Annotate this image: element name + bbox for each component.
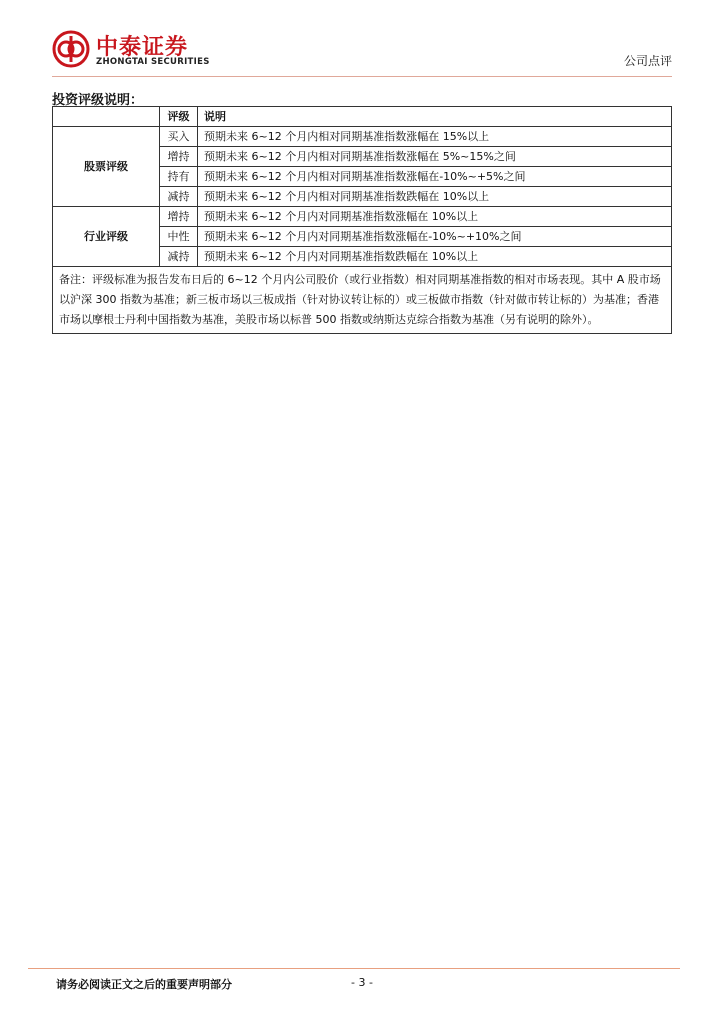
company-logo [52, 28, 222, 70]
table-row [53, 127, 672, 147]
rating-level: 持有 [160, 167, 198, 187]
rating-desc: 预期未来 6~12 个月内对同期基准指数涨幅在-10%~+10%之间 [198, 227, 672, 247]
report-type: 公司点评 [623, 54, 672, 68]
section-title: 投资评级说明： [52, 93, 144, 108]
rating-desc: 预期未来 6~12 个月内对同期基准指数涨幅在 10%以上 [198, 207, 672, 227]
footer-divider [28, 968, 680, 969]
rating-level: 减持 [160, 247, 198, 267]
logo-text-en: ZHONGTAI SECURITIES [96, 57, 210, 67]
rating-note: 备注：评级标准为报告发布日后的 6~12 个月内公司股价（或行业指数）相对同期基准指数的相对市场表现。其中 A 股市场以沪深 300 指数为基准；新三板市场以三板成指（针对协议转让标的）或三板做市指数（针对做市转让标的）为基准；香港市场以摩根士丹利中国指数为基准，美股市场以标普 500 指数或纳斯达克综合指数为基准（另有说明的除外）。 [53, 267, 672, 334]
rating-desc: 预期未来 6~12 个月内相对同期基准指数涨幅在-10%~+5%之间 [198, 167, 672, 187]
table-row [53, 207, 672, 227]
header-empty-cell [53, 107, 160, 127]
page-header [52, 28, 672, 72]
rating-level: 中性 [160, 227, 198, 247]
header-divider [52, 76, 672, 77]
rating-level: 增持 [160, 147, 198, 167]
rating-level: 增持 [160, 207, 198, 227]
table-header-row [53, 107, 672, 127]
zhongtai-logo-icon [52, 30, 90, 68]
page-number: - 3 - [351, 976, 373, 989]
rating-desc: 预期未来 6~12 个月内相对同期基准指数涨幅在 5%~15%之间 [198, 147, 672, 167]
rating-level: 减持 [160, 187, 198, 207]
table-note-row [53, 267, 672, 334]
rating-desc: 预期未来 6~12 个月内相对同期基准指数跌幅在 10%以上 [198, 187, 672, 207]
category-stock: 股票评级 [53, 127, 160, 207]
rating-desc: 预期未来 6~12 个月内对同期基准指数跌幅在 10%以上 [198, 247, 672, 267]
rating-level: 买入 [160, 127, 198, 147]
header-level: 评级 [160, 107, 198, 127]
logo-text-cn: 中泰证券 [96, 35, 189, 60]
category-industry: 行业评级 [53, 207, 160, 267]
rating-table [52, 106, 672, 334]
footer-disclaimer: 请务必阅读正文之后的重要声明部分 [56, 978, 232, 991]
header-desc: 说明 [198, 107, 672, 127]
rating-desc: 预期未来 6~12 个月内相对同期基准指数涨幅在 15%以上 [198, 127, 672, 147]
